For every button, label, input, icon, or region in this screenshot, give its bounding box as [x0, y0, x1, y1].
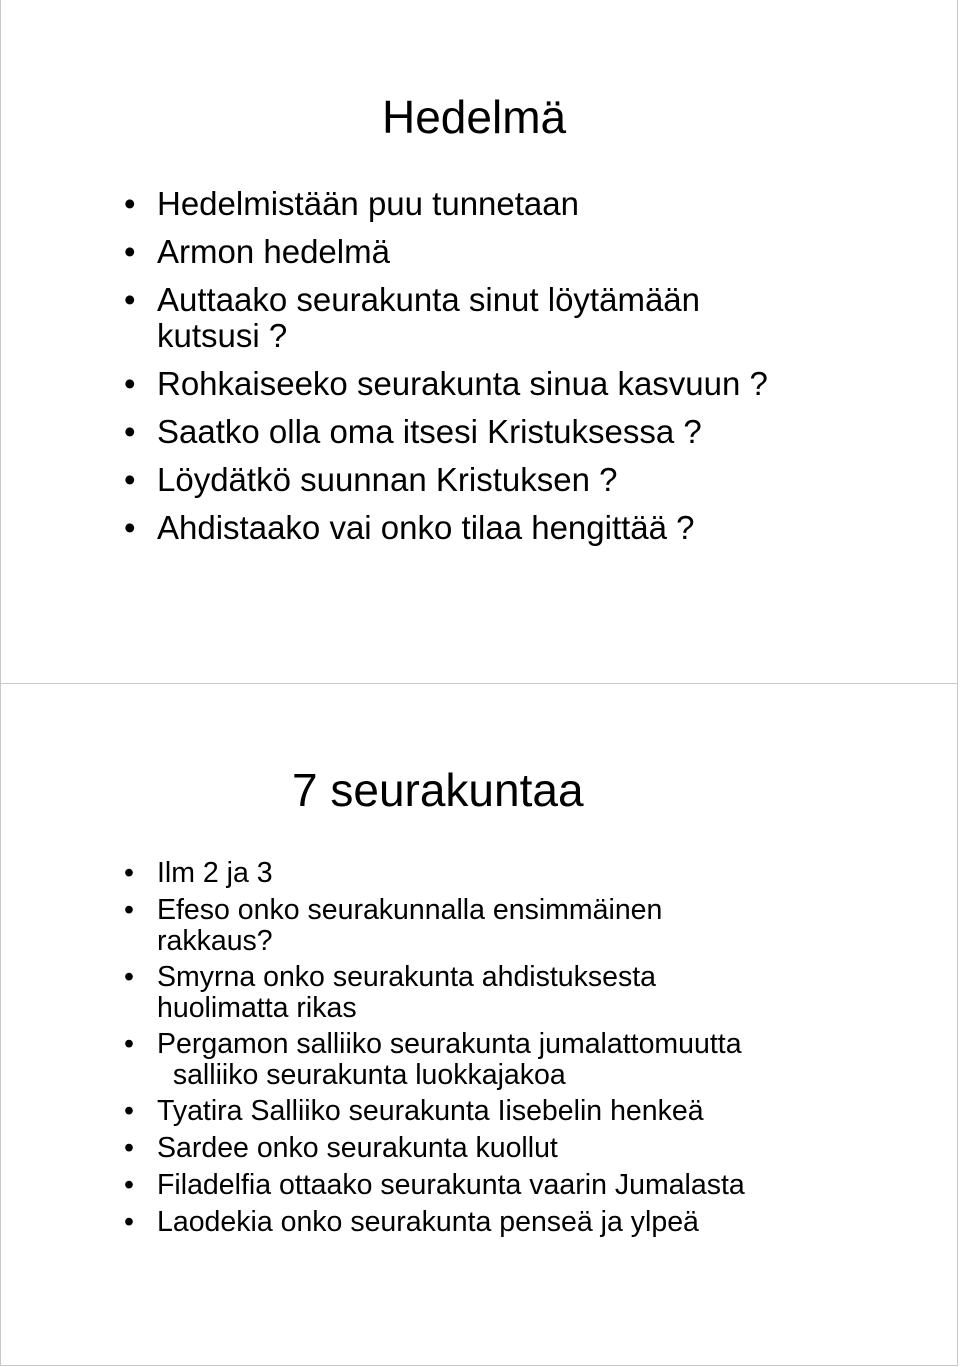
bullet-icon: • — [124, 1169, 134, 1201]
list-item — [124, 1029, 745, 1091]
list-item — [124, 414, 768, 450]
slide-title: Hedelmä — [382, 91, 567, 143]
list-item-text: Sardee onko seurakunta kuollut — [157, 1132, 558, 1164]
list-item-text-continuation: huolimatta rikas — [157, 992, 357, 1024]
bullet-list — [124, 186, 768, 558]
slide-seitseman-seurakuntaa — [0, 683, 958, 1366]
bullet-icon: • — [124, 961, 134, 993]
list-item-text-continuation: salliiko seurakunta luokkajakoa — [157, 1059, 566, 1091]
list-item — [124, 234, 768, 270]
list-item — [124, 1096, 745, 1127]
list-item-text: Smyrna onko seurakunta ahdistuksesta — [157, 961, 657, 993]
list-item-text: Filadelfia ottaako seurakunta vaarin Jumalasta — [157, 1169, 745, 1201]
bullet-icon: • — [124, 365, 136, 402]
list-item — [124, 510, 768, 546]
list-item-text: Pergamon salliiko seurakunta jumalattomuutta — [157, 1028, 742, 1060]
list-item — [124, 1207, 745, 1238]
list-item — [124, 1133, 745, 1164]
bullet-icon: • — [124, 461, 136, 498]
list-item — [124, 186, 768, 222]
list-item-text: Löydätkö suunnan Kristuksen ? — [157, 461, 618, 498]
list-item-text: Laodekia onko seurakunta penseä ja ylpeä — [157, 1206, 699, 1238]
bullet-list — [124, 858, 745, 1244]
bullet-icon: • — [124, 1028, 134, 1060]
list-item — [124, 962, 745, 1024]
list-item-text: Rohkaiseeko seurakunta sinua kasvuun ? — [157, 365, 768, 402]
list-item-text: Saatko olla oma itsesi Kristuksessa ? — [157, 413, 702, 450]
bullet-icon: • — [124, 857, 134, 889]
list-item-text: Armon hedelmä — [157, 233, 390, 270]
list-item-text: Auttaako seurakunta sinut löytämään — [157, 281, 701, 318]
bullet-icon: • — [124, 185, 136, 222]
list-item-text: Tyatira Salliiko seurakunta Iisebelin henkeä — [157, 1095, 704, 1127]
list-item-text: Efeso onko seurakunnalla ensimmäinen — [157, 894, 663, 926]
bullet-icon: • — [124, 894, 134, 926]
list-item-text: Hedelmistään puu tunnetaan — [157, 185, 579, 222]
slide-title: 7 seurakuntaa — [292, 764, 584, 816]
bullet-icon: • — [124, 281, 136, 318]
bullet-icon: • — [124, 413, 136, 450]
list-item — [124, 282, 768, 354]
list-item-text-continuation: kutsusi ? — [157, 317, 288, 354]
slide-hedelma — [0, 0, 958, 684]
bullet-icon: • — [124, 509, 136, 546]
list-item — [124, 858, 745, 889]
bullet-icon: • — [124, 1132, 134, 1164]
list-item-text-continuation: rakkaus? — [157, 925, 273, 957]
list-item — [124, 366, 768, 402]
list-item — [124, 895, 745, 957]
list-item — [124, 462, 768, 498]
bullet-icon: • — [124, 1206, 134, 1238]
bullet-icon: • — [124, 233, 136, 270]
list-item-text: Ilm 2 ja 3 — [157, 857, 273, 889]
list-item-text: Ahdistaako vai onko tilaa hengittää ? — [157, 509, 695, 546]
list-item — [124, 1170, 745, 1201]
bullet-icon: • — [124, 1095, 134, 1127]
